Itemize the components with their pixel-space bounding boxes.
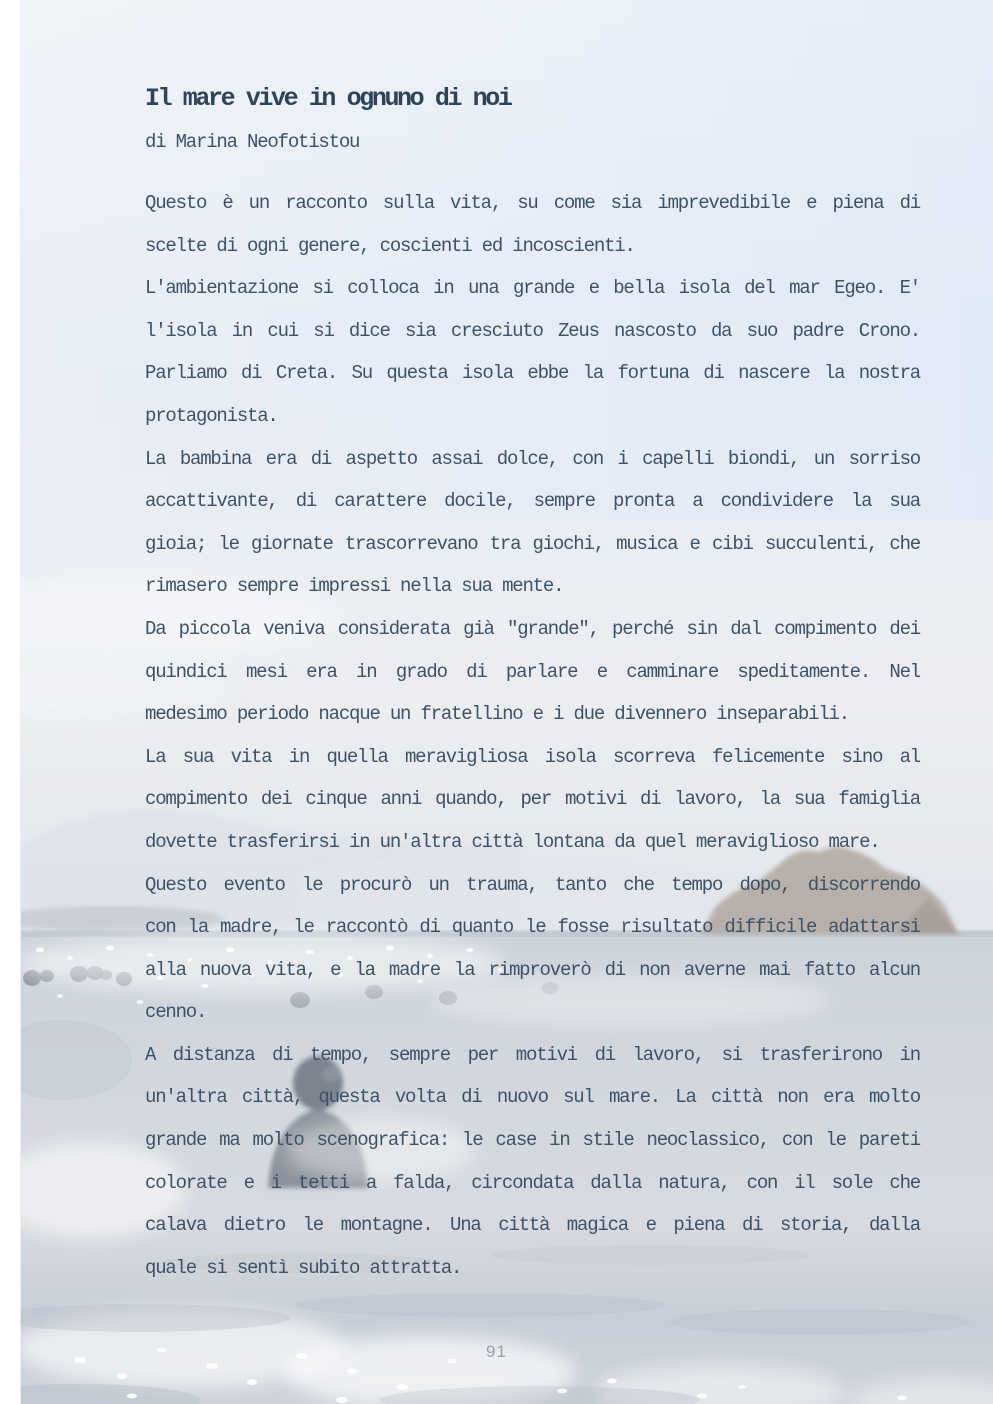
text-line: quindici mesi era in grado di parlare e camminare speditamente. Nel xyxy=(145,660,920,683)
text-line: La bambina era di aspetto assai dolce, con i capelli biondi, un sorriso xyxy=(145,447,920,470)
text-line: scelte di ogni genere, coscienti ed incoscienti. xyxy=(145,234,635,257)
text-line: Da piccola veniva considerata già "grande", perché sin dal compimento dei xyxy=(145,617,920,640)
text-line: gioia; le giornate trascorrevano tra giochi, musica e cibi succulenti, che xyxy=(145,532,920,555)
text-line: La sua vita in quella meravigliosa isola scorreva felicemente sino al xyxy=(145,745,920,768)
paragraph xyxy=(145,267,920,437)
text-line: cenno. xyxy=(145,1001,207,1024)
story-content xyxy=(145,0,920,1289)
paragraph xyxy=(145,608,920,736)
text-line: compimento dei cinque anni quando, per motivi di lavoro, la sua famiglia xyxy=(145,788,920,811)
text-line: Questo evento le procurò un trauma, tanto che tempo dopo, discorrendo xyxy=(145,873,920,896)
story-byline: di Marina Neofotistou xyxy=(145,131,360,153)
left-margin xyxy=(0,0,21,1404)
text-line: Questo è un racconto sulla vita, su come sia imprevedibile e piena di xyxy=(145,192,920,214)
text-line: alla nuova vita, e la madre la rimproverò di non averne mai fatto alcun xyxy=(145,958,920,981)
text-line: calava dietro le montagne. Una città magica e piena di storia, dalla xyxy=(145,1214,920,1237)
paragraph xyxy=(145,438,920,608)
text-line: accattivante, di carattere docile, sempre pronta a condividere la sua xyxy=(145,490,920,513)
text-line: con la madre, le raccontò di quanto le fosse risultato difficile adattarsi xyxy=(145,916,920,939)
text-line: colorate e i tetti a falda, circondata dalla natura, con il sole che xyxy=(145,1171,920,1194)
text-line: un'altra città, questa volta di nuovo sul mare. La città non era molto xyxy=(145,1086,920,1109)
text-line: L'ambientazione si colloca in una grande e bella isola del mar Egeo. E' xyxy=(145,277,920,300)
text-line: A distanza di tempo, sempre per motivi di lavoro, si trasferirono in xyxy=(145,1043,920,1066)
story-title: Il mare vive in ognuno di noi xyxy=(145,84,511,113)
paragraph xyxy=(145,182,920,267)
paragraph xyxy=(145,864,920,1034)
text-line: medesimo periodo nacque un fratellino e i due divennero inseparabili. xyxy=(145,703,849,726)
text-line: quale si sentì subito attratta. xyxy=(145,1256,462,1279)
text-line: l'isola in cui si dice sia cresciuto Zeus nascosto da suo padre Crono. xyxy=(145,319,920,342)
text-line: Parliamo di Creta. Su questa isola ebbe la fortuna di nascere la nostra xyxy=(145,362,920,385)
text-line: rimasero sempre impressi nella sua mente. xyxy=(145,575,564,598)
paragraph xyxy=(145,736,920,864)
text-line: dovette trasferirsi in un'altra città lontana da quel meraviglioso mare. xyxy=(145,830,880,853)
text-line: protagonista. xyxy=(145,404,278,427)
text-line: grande ma molto scenografica: le case in stile neoclassico, con le pareti xyxy=(145,1129,920,1152)
paragraph xyxy=(145,1034,920,1290)
page-number: 91 xyxy=(486,1342,507,1361)
paragraphs xyxy=(145,182,920,1289)
